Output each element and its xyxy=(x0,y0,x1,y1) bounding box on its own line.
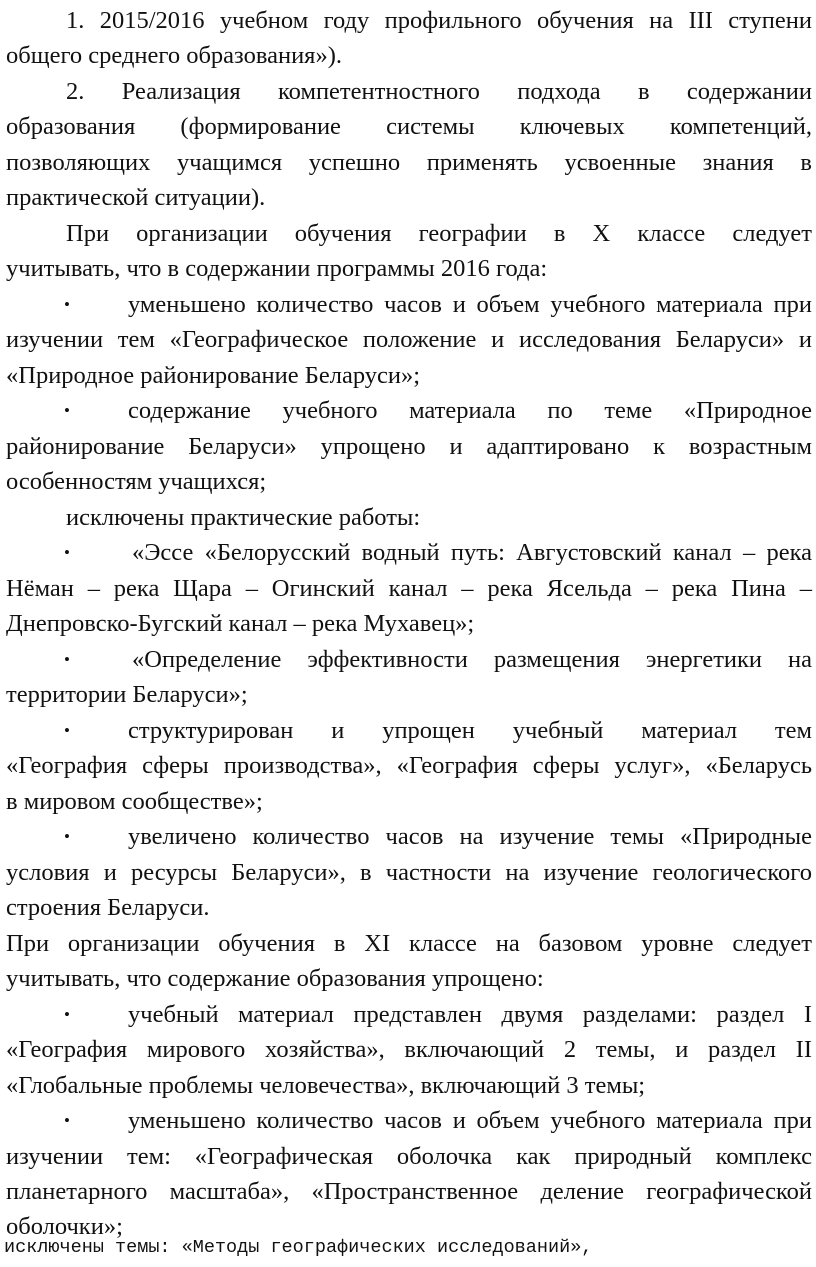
text-line: оболочки»; xyxy=(6,1213,123,1240)
list-item: увеличено количество часов на изучение темы «Природные xyxy=(128,823,812,850)
text-line: «Глобальные проблемы человечества», включающий 3 темы; xyxy=(6,1072,646,1099)
bullet-icon: • xyxy=(64,543,70,562)
text-line: практической ситуации). xyxy=(6,184,266,211)
text-line: «География сферы производства», «География сферы услуг», «Беларусь xyxy=(6,752,812,779)
text-line: «География мирового хозяйства», включающий 2 темы, и раздел II xyxy=(6,1036,812,1063)
text-line: условия и ресурсы Беларуси», в частности на изучение геологического xyxy=(6,859,812,886)
text-line: территории Беларуси»; xyxy=(6,681,248,708)
bullet-icon: • xyxy=(64,721,70,740)
list-item: содержание учебного материала по теме «Природное xyxy=(128,397,812,424)
list-item: уменьшено количество часов и объем учебного материала при xyxy=(128,291,812,318)
text-line: в мировом сообществе»; xyxy=(6,788,263,815)
text-line: особенностям учащихся; xyxy=(6,468,267,495)
text-line: планетарного масштаба», «Пространственное деление географической xyxy=(6,1178,812,1205)
monospace-text-line: исключены темы: «Методы географических исследований», xyxy=(4,1237,593,1258)
bullet-icon: • xyxy=(64,401,70,420)
bullet-icon: • xyxy=(64,650,70,669)
list-item: «Определение эффективности размещения энергетики на xyxy=(132,646,812,673)
text-line: строения Беларуси. xyxy=(6,894,210,921)
bullet-icon: • xyxy=(64,1005,70,1024)
text-line: исключены практические работы: xyxy=(66,504,421,531)
bullet-icon: • xyxy=(64,1111,70,1130)
text-line: «Природное районирование Беларуси»; xyxy=(6,362,421,389)
text-line: учитывать, что содержание образования упрощено: xyxy=(6,965,544,992)
text-line: изучении тем «Географическое положение и исследования Беларуси» и xyxy=(6,326,812,353)
list-item: структурирован и упрощен учебный материал тем xyxy=(128,717,812,744)
text-line: позволяющих учащимся успешно применять усвоенные знания в xyxy=(6,149,812,176)
list-item: учебный материал представлен двумя разделами: раздел I xyxy=(128,1001,812,1028)
text-line: При организации обучения географии в X классе следует xyxy=(66,220,812,247)
text-line: учитывать, что в содержании программы 2016 года: xyxy=(6,255,548,282)
text-line: изучении тем: «Географическая оболочка как природный комплекс xyxy=(6,1143,812,1170)
list-item: уменьшено количество часов и объем учебного материала при xyxy=(128,1107,812,1134)
text-line: районирование Беларуси» упрощено и адаптировано к возрастным xyxy=(6,433,812,460)
text-line: Днепровско-Бугский канал – река Мухавец»; xyxy=(6,610,475,637)
text-line: При организации обучения в XI классе на базовом уровне следует xyxy=(6,930,812,957)
text-line: образования (формирование системы ключевых компетенций, xyxy=(6,113,812,140)
text-line: 1. 2015/2016 учебном году профильного обучения на III ступени xyxy=(66,7,812,34)
bullet-icon: • xyxy=(64,295,70,314)
text-line: общего среднего образования»). xyxy=(6,42,342,69)
bullet-icon: • xyxy=(64,827,70,846)
text-line: 2. Реализация компетентностного подхода в содержании xyxy=(66,78,812,105)
text-line: Нёман – река Щара – Огинский канал – река Ясельда – река Пина – xyxy=(6,575,812,602)
list-item: «Эссе «Белорусский водный путь: Августовский канал – река xyxy=(132,539,812,566)
